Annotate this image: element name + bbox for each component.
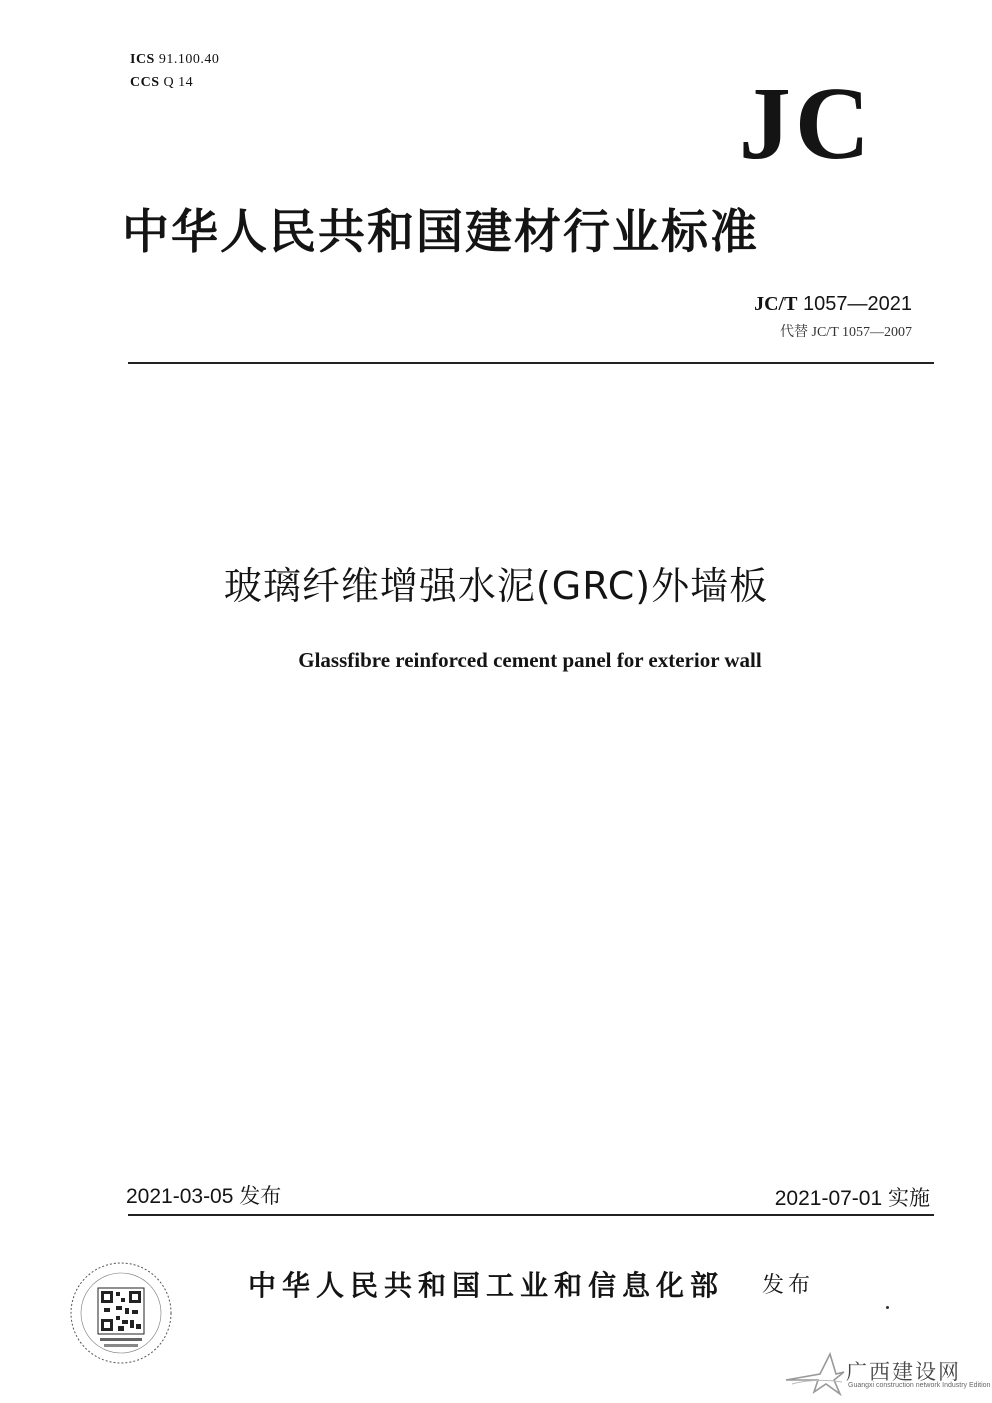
watermark-subtext: Guangxi construction network Industry Edition <box>848 1382 991 1389</box>
issue-date: 2021-03-05 发布 <box>126 1185 282 1208</box>
publish-label: 发布 <box>762 1273 815 1298</box>
standard-category: 中华人民共和国建材行业标准 <box>122 205 759 260</box>
ics-value: 91.100.40 <box>158 52 220 67</box>
implementation-date: 2021-07-01 实施 <box>774 1187 930 1210</box>
standard-number-value: 1057—2021 <box>803 293 912 315</box>
ccs-code <box>130 75 193 91</box>
standard-replaces: 代替 JC/T 1057—2007 <box>780 325 912 340</box>
document-title-chinese: 玻璃纤维增强水泥(GRC)外墙板 <box>223 564 769 608</box>
document-title-english: Glassfibre reinforced cement panel for exterior wall <box>298 648 762 672</box>
qr-seal-icon <box>66 1258 176 1368</box>
stray-mark <box>886 1306 889 1309</box>
ics-code <box>130 52 219 68</box>
bottom-divider <box>128 1214 934 1216</box>
watermark-text: 广西建设网 <box>846 1360 961 1384</box>
ics-label: ICS <box>130 52 155 67</box>
ccs-value: Q 14 <box>163 75 194 90</box>
standard-number-prefix: JC/T <box>754 293 798 315</box>
standard-number <box>754 293 912 316</box>
publisher-name: 中华人民共和国工业和信息化部 <box>248 1269 725 1302</box>
top-divider <box>128 362 934 364</box>
jc-logo: JC <box>738 66 874 181</box>
ccs-label: CCS <box>130 75 160 90</box>
